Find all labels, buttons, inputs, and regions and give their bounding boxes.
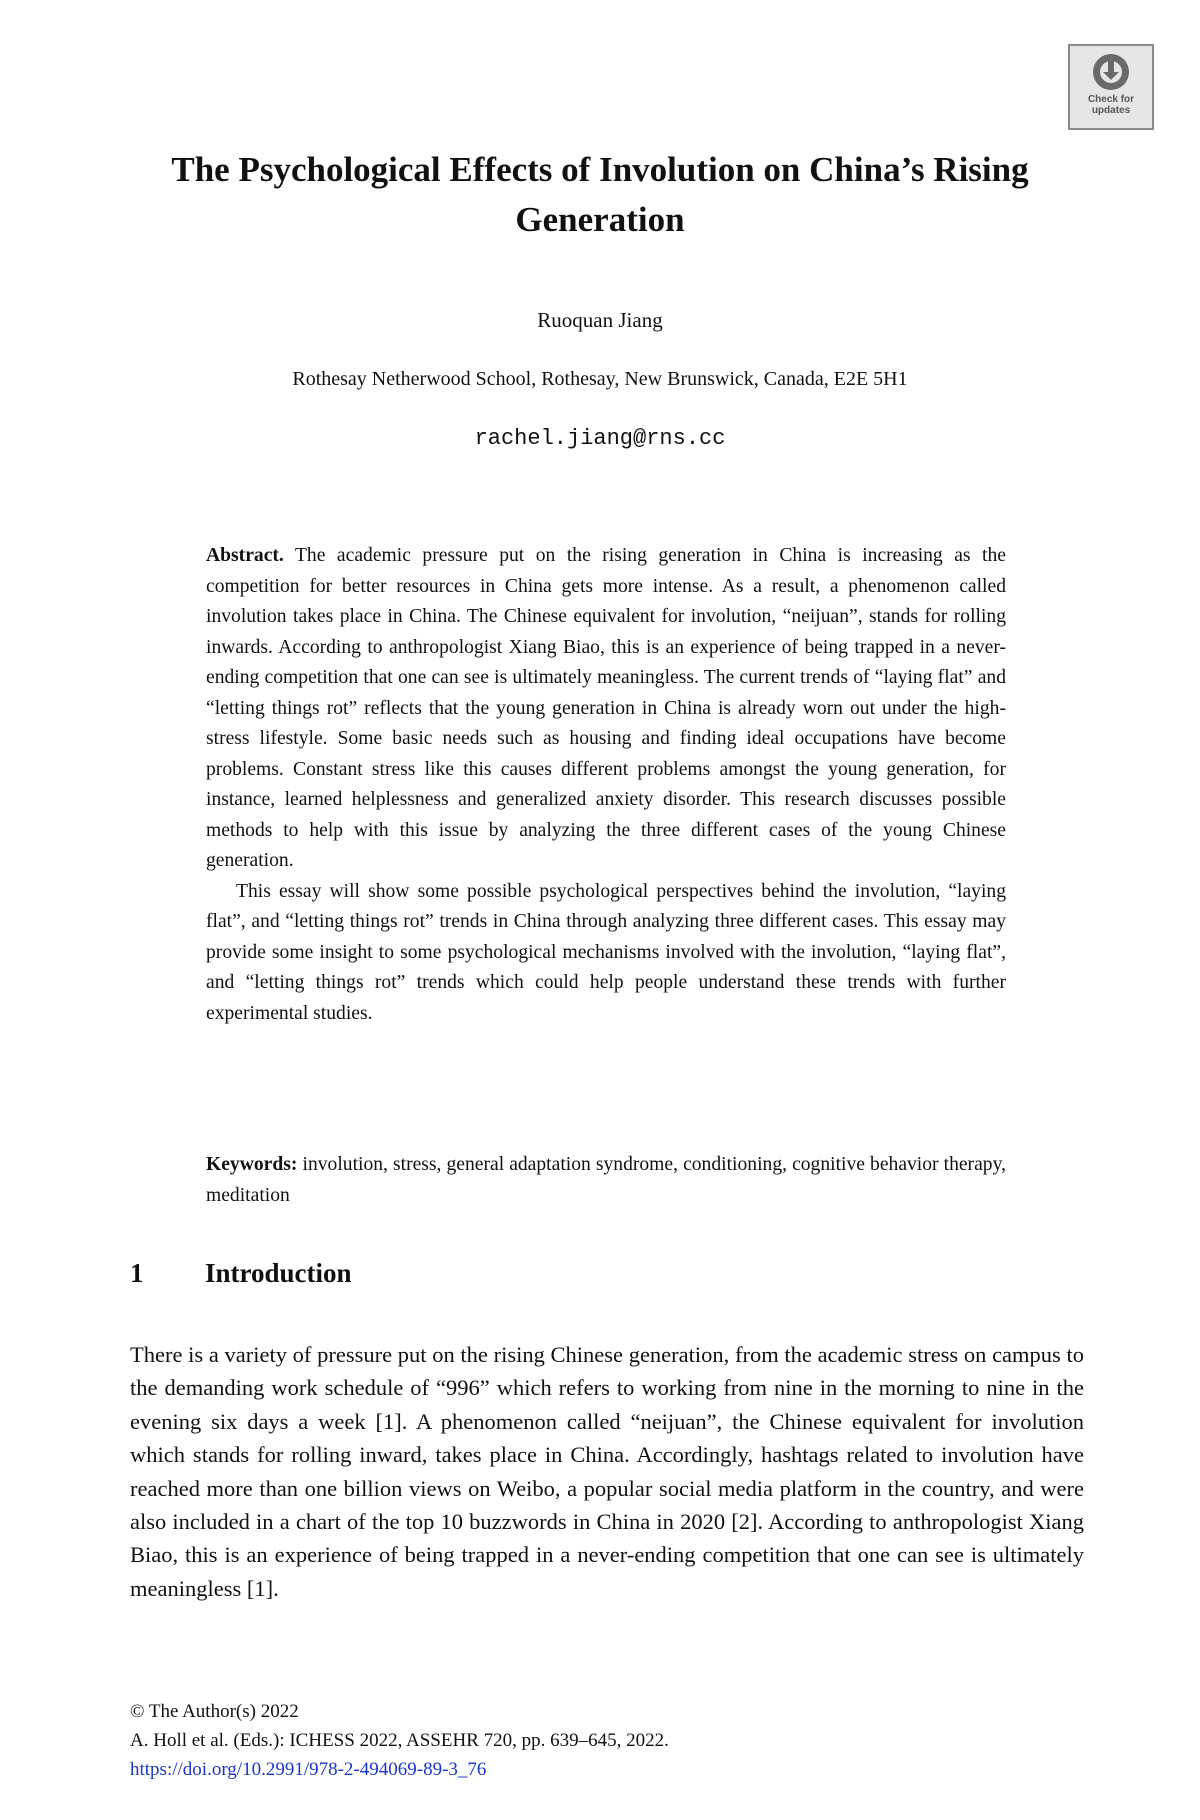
check-for-updates-label: Check for updates: [1087, 94, 1135, 116]
keywords-text: involution, stress, general adaptation syndrome, conditioning, cognitive behavior therapy, meditation: [206, 1154, 1006, 1206]
abstract-paragraph-1: [206, 541, 1006, 877]
citation: A. Holl et al. (Eds.): ICHESS 2022, ASSEHR 720, pp. 639–645, 2022.: [130, 1730, 669, 1751]
section-title: Introduction: [205, 1258, 352, 1288]
author-name: Ruoquan Jiang: [537, 308, 663, 332]
check-for-updates-badge[interactable]: [1068, 44, 1154, 130]
section-number: 1: [130, 1258, 144, 1288]
abstract: [206, 541, 1006, 1029]
section-heading-introduction: [130, 1258, 1030, 1289]
abstract-label: Abstract.: [206, 545, 284, 566]
copyright-notice: © The Author(s) 2022: [130, 1701, 299, 1722]
check-for-updates-icon: [1091, 52, 1131, 92]
author-email[interactable]: rachel.jiang@rns.cc: [474, 426, 726, 451]
introduction-body: There is a variety of pressure put on the rising Chinese generation, from the academic stress on campus to the demanding work schedule of “996” which refers to working from nine in the morning to nine in the evening six days a week [1]. A phenomenon called “neijuan”, the Chinese equivalent for involution which stands for rolling inward, takes place in China. Accordingly, hashtags related to involution have reached more than one billion views on Weibo, a popular social media platform in the country, and were also included in a chart of the top 10 buzzwords in China in 2020 [2]. According to anthropologist Xiang Biao, this is an experience of being trapped in a never-ending competition that one can see is ultimately meaningless [1].: [130, 1342, 1084, 1601]
footer: [130, 1697, 1030, 1784]
keywords: [206, 1150, 1006, 1211]
abstract-paragraph-2: This essay will show some possible psychological perspectives behind the involution, “laying flat”, and “letting things rot” trends in China through analyzing three different cases. This essay may provide some insight to some psychological mechanisms involved with the involution, “laying flat”, and “letting things rot” trends which could help people understand these trends with further experimental studies.: [206, 880, 1006, 1024]
abstract-text-1: The academic pressure put on the rising generation in China is increasing as the competition for better resources in China gets more intense. As a result, a phenomenon called involution takes place in China. The Chinese equivalent for involution, “neijuan”, stands for rolling inwards. According to anthropologist Xiang Biao, this is an experience of being trapped in a never-ending competition that one can see is ultimately meaningless. The current trends of “laying flat” and “letting things rot” reflects that the young generation in China is already worn out under the high-stress lifestyle. Some basic needs such as housing and finding ideal occupations have become problems. Constant stress like this causes different problems amongst the young generation, for instance, learned helplessness and generalized anxiety disorder. This research discusses possible methods to help with this issue by analyzing the three different cases of the young Chinese generation.: [206, 545, 1006, 871]
keywords-label: Keywords:: [206, 1154, 298, 1175]
author-affiliation: Rothesay Netherwood School, Rothesay, New Brunswick, Canada, E2E 5H1: [292, 368, 908, 390]
paper-title: The Psychological Effects of Involution on China’s Rising Generation: [171, 150, 1029, 239]
doi-link[interactable]: https://doi.org/10.2991/978-2-494069-89-3_76: [130, 1759, 487, 1780]
